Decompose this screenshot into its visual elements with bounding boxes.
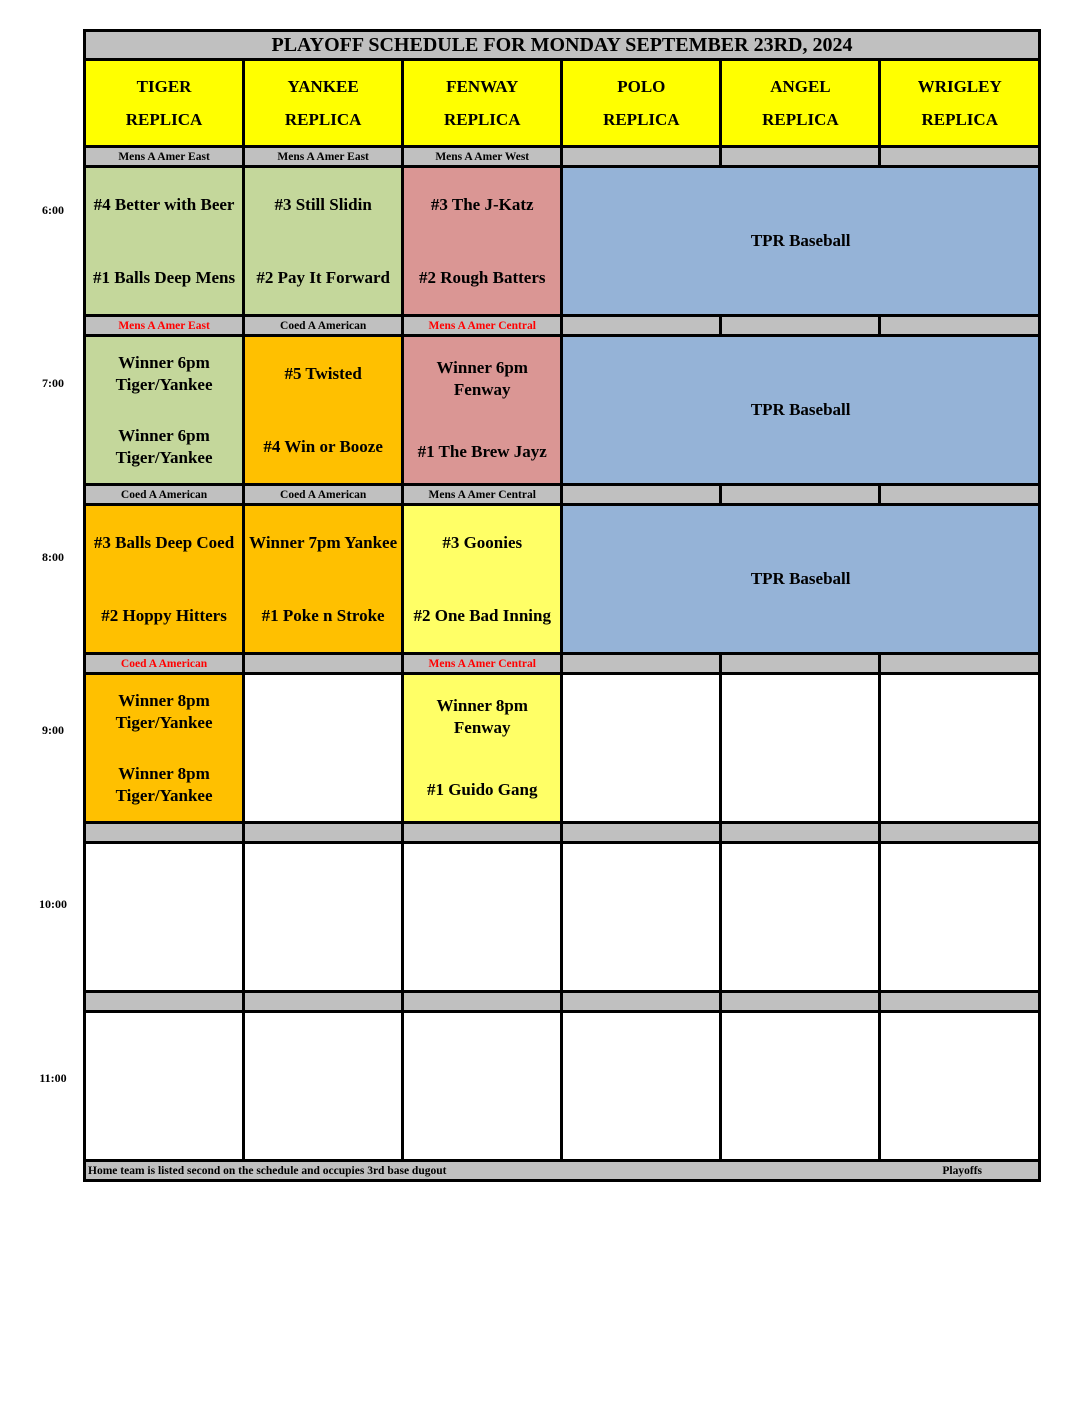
division-label [403,823,562,843]
empty-cell [562,843,721,992]
footer-playoffs-label: Playoffs [942,1164,982,1177]
home-team: #1 Balls Deep Mens [92,267,236,287]
field-subtitle: REPLICA [443,110,521,129]
game-cell [403,505,562,654]
division-label [880,316,1040,336]
game-cell [85,674,244,823]
division-label [85,823,244,843]
empty-cell [721,674,880,823]
game-cell [85,167,244,316]
division-label: Coed A American [85,654,244,674]
footer-bar [85,1161,1040,1181]
division-label [880,485,1040,505]
division-label [721,992,880,1012]
division-label [880,823,1040,843]
home-team: #1 Guido Gang [426,780,538,799]
field-header-yankee [244,60,403,147]
empty-cell [880,674,1040,823]
division-label [562,316,721,336]
division-label [721,654,880,674]
home-team: #1 The Brew Jayz [417,442,547,461]
game-cell [244,336,403,485]
field-name: POLO [617,77,666,96]
tpr-baseball-block: TPR Baseball [562,167,1040,316]
field-subtitle: REPLICA [284,110,362,129]
away-team: Winner 8pm Tiger/Yankee [115,690,213,732]
empty-cell [562,1012,721,1161]
game-cell [403,674,562,823]
empty-cell [880,843,1040,992]
field-header-fenway [403,60,562,147]
division-label [85,992,244,1012]
away-team: #3 Balls Deep Coed [93,532,235,552]
field-name: TIGER [136,77,192,96]
field-subtitle: REPLICA [762,110,839,129]
away-team: #3 Goonies [442,532,523,552]
division-label: Mens A Amer Central [403,485,562,505]
field-subtitle: REPLICA [921,110,998,129]
division-label [880,654,1040,674]
field-header-wrigley [880,60,1040,147]
away-team: #3 The J-Katz [430,194,534,214]
division-label: Mens A Amer East [244,147,403,167]
schedule-title: PLAYOFF SCHEDULE FOR MONDAY SEPTEMBER 23RD, 2024 [85,31,1040,60]
division-label: Coed A American [85,485,244,505]
time-label: 11:00 [39,1071,67,1085]
empty-cell [403,843,562,992]
home-team: #2 Rough Batters [418,267,546,287]
division-label: Mens A Amer Central [403,654,562,674]
field-header-tiger [85,60,244,147]
division-label: Mens A Amer East [85,316,244,336]
division-label [403,992,562,1012]
field-name: WRIGLEY [917,77,1002,96]
division-label: Mens A Amer West [403,147,562,167]
away-team: Winner 6pm Tiger/Yankee [115,352,213,394]
field-subtitle: REPLICA [125,110,203,129]
home-team: #4 Win or Booze [263,436,383,456]
time-label: 9:00 [42,723,64,737]
away-team: Winner 7pm Yankee [249,532,398,552]
time-label: 6:00 [42,203,64,217]
division-label: Coed A American [244,316,403,336]
game-cell [244,167,403,316]
field-name: ANGEL [770,77,831,96]
division-label: Mens A Amer Central [403,316,562,336]
division-label: Mens A Amer East [85,147,244,167]
time-label: 8:00 [42,550,64,564]
division-label [721,147,880,167]
empty-cell [721,1012,880,1161]
game-cell [403,167,562,316]
home-team: #2 Hoppy Hitters [101,605,227,625]
away-team: Winner 8pm Fenway [436,696,528,737]
home-team: Winner 6pm Tiger/Yankee [115,425,213,467]
division-label [244,823,403,843]
division-label [562,654,721,674]
division-label [562,992,721,1012]
home-team: #2 One Bad Inning [413,605,551,625]
empty-cell [85,1012,244,1161]
tpr-baseball-block: TPR Baseball [562,505,1040,654]
time-label: 10:00 [39,897,67,911]
division-label [721,485,880,505]
time-column [0,0,84,1408]
empty-cell [403,1012,562,1161]
game-cell [85,336,244,485]
empty-cell [880,1012,1040,1161]
division-label [562,485,721,505]
away-team: #5 Twisted [284,363,362,383]
game-cell [244,505,403,654]
time-label: 7:00 [42,376,64,390]
division-label: Coed A American [244,485,403,505]
field-name: FENWAY [446,77,519,96]
tpr-baseball-block: TPR Baseball [562,336,1040,485]
home-team: #2 Pay It Forward [256,267,390,287]
field-name: YANKEE [287,77,359,96]
home-team: Winner 8pm Tiger/Yankee [115,763,213,805]
away-team: Winner 6pm Fenway [436,358,528,399]
away-team: #4 Better with Beer [93,194,235,214]
home-team: #1 Poke n Stroke [261,605,385,625]
empty-cell [244,843,403,992]
division-label [244,992,403,1012]
division-label [721,316,880,336]
empty-cell [85,843,244,992]
field-subtitle: REPLICA [603,110,680,129]
game-cell [85,505,244,654]
away-team: #3 Still Slidin [274,194,372,214]
division-label [562,823,721,843]
division-label [562,147,721,167]
division-label [880,147,1040,167]
empty-cell [562,674,721,823]
division-label [880,992,1040,1012]
empty-cell [721,843,880,992]
schedule-table [83,29,1041,1182]
game-cell [403,336,562,485]
division-label [721,823,880,843]
empty-cell [244,674,403,823]
footer-note: Home team is listed second on the schedule and occupies 3rd base dugout [88,1164,447,1177]
division-label [244,654,403,674]
empty-cell [244,1012,403,1161]
field-header-angel [721,60,880,147]
field-header-polo [562,60,721,147]
